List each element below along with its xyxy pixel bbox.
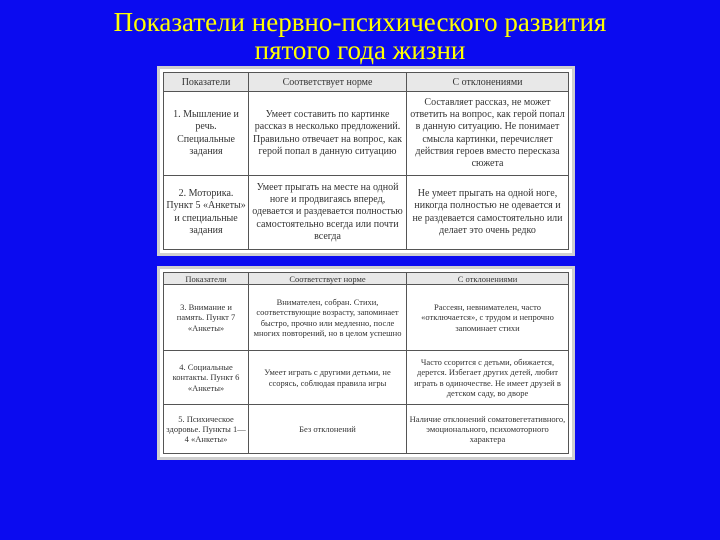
indicator-cell: 4. Социальные контакты. Пункт 6 «Анкеты» <box>164 351 249 405</box>
table-row <box>164 405 569 454</box>
table-row <box>164 92 569 176</box>
header-indicators: Показатели <box>164 73 249 92</box>
header-norm: Соответствует норме <box>249 73 407 92</box>
table-row <box>164 176 569 250</box>
indicator-cell: 5. Психическое здоровье. Пункты 1—4 «Анкеты» <box>164 405 249 454</box>
table-row <box>164 285 569 351</box>
indicator-cell: 1. Мышление и речь. Специальные задания <box>164 92 249 176</box>
slide-title-line-2: пятого года жизни <box>254 35 466 65</box>
table-row <box>164 351 569 405</box>
header-deviation: С отклонениями <box>406 73 568 92</box>
slide-title-line-1: Показатели нервно-психического развития <box>113 7 607 37</box>
norm-cell: Без отклонений <box>249 405 407 454</box>
deviation-cell: Составляет рассказ, не может ответить на вопрос, как герой попал в данную ситуацию. Не понимает смысла картинки, перечисляет действия героев вместо пересказа сюжета <box>406 92 568 176</box>
norm-cell: Умеет играть с другими детьми, не ссорясь, соблюдая правила игры <box>249 351 407 405</box>
norm-cell: Внимателен, собран. Стихи, соответствующие возрасту, запоминает быстро, прочно или медленно, после многих повторений, но в целом успешно <box>249 285 407 351</box>
table-header-row <box>164 273 569 285</box>
deviation-cell: Не умеет прыгать на одной ноге, никогда полностью не одевается и не раздевается самостоятельно или делает это очень редко <box>406 176 568 250</box>
table-2 <box>163 272 569 454</box>
deviation-cell: Рассеян, невнимателен, часто «отключается», с трудом и непрочно запоминает стихи <box>406 285 568 351</box>
header-norm: Соответствует норме <box>249 273 407 285</box>
development-table-part-2 <box>157 266 575 460</box>
norm-cell: Умеет прыгать на месте на одной ноге и продвигаясь вперед, одевается и раздевается полностью самостоятельно всегда или почти всегда <box>249 176 407 250</box>
indicator-cell: 2. Моторика. Пункт 5 «Анкеты» и специальные задания <box>164 176 249 250</box>
slide-title <box>0 8 720 64</box>
header-deviation: С отклонениями <box>406 273 568 285</box>
deviation-cell: Наличие отклонений соматовегетативного, эмоционального, психомоторного характера <box>406 405 568 454</box>
deviation-cell: Часто ссорится с детьми, обижается, дерется. Избегает других детей, любит играть в одиночестве. Не имеет друзей в детском саду, во дворе <box>406 351 568 405</box>
indicator-cell: 3. Внимание и память. Пункт 7 «Анкеты» <box>164 285 249 351</box>
development-table-part-1 <box>157 66 575 256</box>
table-header-row <box>164 73 569 92</box>
norm-cell: Умеет составить по картинке рассказ в несколько предложений. Правильно отвечает на вопрос, как герой попал в данную ситуацию <box>249 92 407 176</box>
table-1 <box>163 72 569 250</box>
header-indicators: Показатели <box>164 273 249 285</box>
